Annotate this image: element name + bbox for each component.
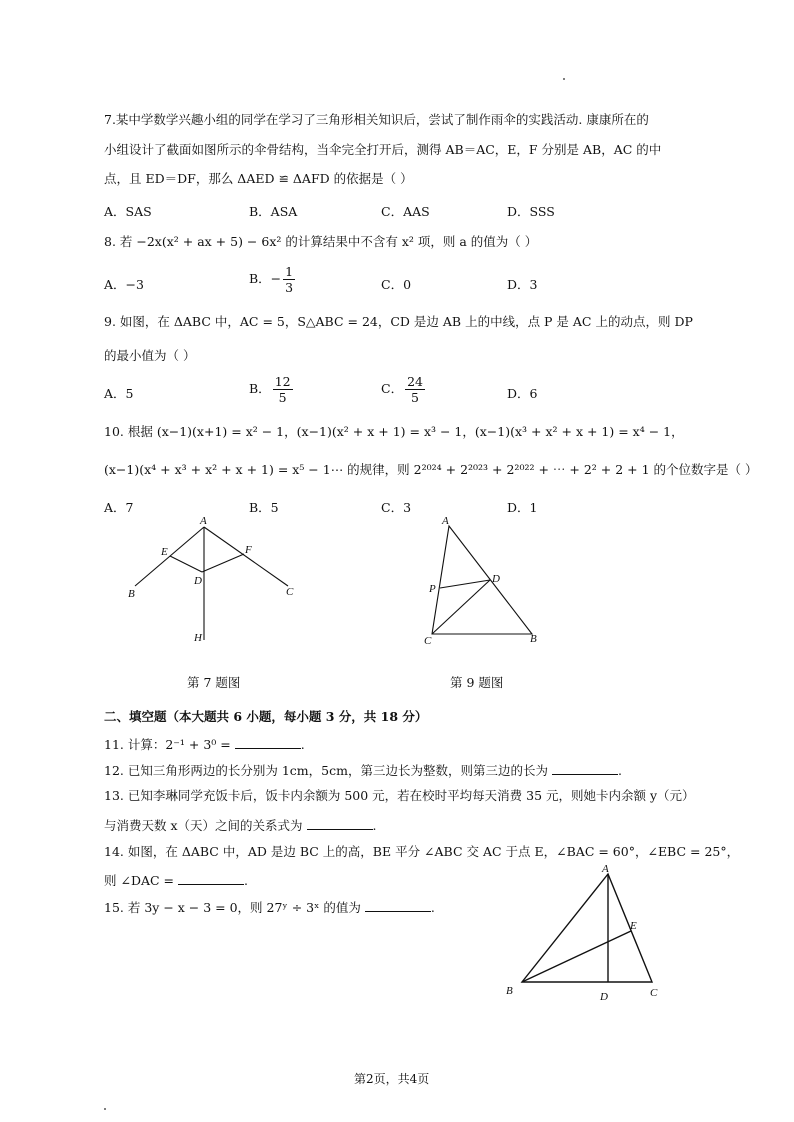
q15-answer-blank[interactable] — [365, 899, 431, 912]
q12-text: 12. 已知三角形两边的长分别为 1cm，5cm，第三边长为整数，则第三边的长为 — [104, 763, 548, 778]
q14-line-2 — [104, 872, 248, 889]
label-d: D — [600, 991, 608, 1003]
q15-period: . — [430, 900, 435, 915]
label-h: H — [194, 632, 202, 644]
q9-line-1: 9. 如图，在 ΔABC 中，AC = 5，S△ABC = 24，CD 是边 AB 上的中线，点 P 是 AC 上的动点，则 DP — [104, 314, 693, 329]
q7-option-d: D．SSS — [507, 204, 555, 219]
q9-option-c-prefix: C． — [381, 381, 404, 396]
q14-line-1: 14. 如图，在 ΔABC 中，AD 是边 BC 上的高，BE 平分 ∠ABC 交 AC 于点 E，∠BAC = 60°，∠EBC = 25°， — [104, 844, 740, 859]
q15-line — [104, 899, 435, 916]
q13-line-2 — [104, 817, 377, 834]
label-a: A — [200, 515, 207, 527]
label-c: C — [286, 586, 294, 598]
q9-option-c-fraction — [405, 374, 425, 405]
denominator: 5 — [278, 390, 287, 405]
q12-answer-blank[interactable] — [552, 762, 618, 775]
q13-line-1: 13. 已知李琳同学充饭卡后，饭卡内余额为 500 元，若在校时平均每天消费 35 元，则她卡内余额 y（元） — [104, 788, 695, 803]
section-2-heading: 二、填空题（本大题共 6 小题，每小题 3 分，共 18 分） — [104, 709, 428, 724]
q7-option-a: A．SAS — [104, 204, 152, 219]
q8-option-a: A．−3 — [104, 277, 144, 292]
label-d: D — [492, 573, 500, 585]
q15-text: 15. 若 3y − x − 3 = 0，则 27ʸ ÷ 3ˣ 的值为 — [104, 900, 361, 915]
q8-line-1: 8. 若 −2x(x² + ax + 5) − 6x² 的计算结果中不含有 x² 项，则 a 的值为（ ） — [104, 234, 538, 249]
scan-speck — [563, 78, 565, 80]
q9-option-c — [381, 374, 427, 405]
label-c: C — [424, 635, 432, 647]
segment-ac — [204, 527, 288, 586]
q9-option-b — [249, 374, 295, 405]
q14-text: 则 ∠DAC = — [104, 873, 175, 888]
page-footer: 第2页，共4页 — [354, 1072, 430, 1086]
q7-option-b: B．ASA — [249, 204, 298, 219]
numerator: 12 — [274, 374, 291, 389]
q7-line-2: 小组设计了截面如图所示的伞骨结构，当伞完全打开后，测得 AB＝AC，E，F 分别是 AB，AC 的中 — [104, 142, 662, 157]
q13-period: . — [372, 818, 377, 833]
q7-option-c: C．AAS — [381, 204, 430, 219]
q11-period: . — [300, 737, 305, 752]
figure-q14-triangle — [500, 858, 670, 1004]
triangle-abc — [432, 526, 532, 634]
figure-q9-triangle — [420, 512, 550, 647]
q9-option-b-prefix: B． — [249, 381, 271, 396]
figure-q7-caption: 第 7 题图 — [187, 675, 241, 690]
segment-be-bisector — [522, 931, 631, 982]
label-p: P — [429, 583, 436, 595]
label-c: C — [650, 987, 658, 999]
q9-option-d: D．6 — [507, 386, 538, 401]
q11-answer-blank[interactable] — [235, 736, 301, 749]
numerator: 1 — [285, 264, 294, 279]
figure-q9-caption: 第 9 题图 — [450, 675, 504, 690]
label-d: D — [194, 575, 202, 587]
denominator: 3 — [285, 280, 294, 295]
q7-line-1: 7.某中学数学兴趣小组的同学在学习了三角形相关知识后，尝试了制作雨伞的实践活动. 康康所在的 — [104, 112, 649, 127]
q9-option-b-fraction — [273, 374, 293, 405]
q14-answer-blank[interactable] — [178, 872, 244, 885]
label-b: B — [506, 985, 513, 997]
label-e: E — [630, 920, 637, 932]
numerator: 24 — [407, 374, 423, 389]
q10-line-1: 10. 根据 (x−1)(x+1) = x² − 1，(x−1)(x² + x + 1) = x³ − 1，(x−1)(x³ + x² + x + 1) = x⁴ − 1， — [104, 424, 684, 439]
q8-option-b-fraction — [283, 264, 295, 295]
q8-option-b — [249, 264, 297, 295]
label-b: B — [128, 588, 135, 600]
label-a: A — [602, 863, 609, 875]
q12-line — [104, 762, 622, 779]
q8-option-b-prefix: B．− — [249, 271, 282, 286]
q13-text: 与消费天数 x（天）之间的关系式为 — [104, 818, 303, 833]
q10-option-a: A．7 — [104, 500, 134, 515]
q8-option-d: D．3 — [507, 277, 538, 292]
figure-q7-umbrella — [120, 512, 310, 647]
q14-period: . — [244, 873, 248, 888]
q10-option-b: B．5 — [249, 500, 279, 515]
label-b: B — [530, 633, 537, 645]
label-a: A — [442, 515, 449, 527]
q10-option-c: C．3 — [381, 500, 412, 515]
q9-line-2: 的最小值为（ ） — [104, 348, 196, 363]
q7-line-3: 点，且 ED＝DF，那么 ΔAED ≌ ΔAFD 的依据是（ ） — [104, 171, 413, 186]
segment-fd — [202, 554, 244, 572]
q8-option-c: C．0 — [381, 277, 412, 292]
label-f: F — [245, 544, 252, 556]
denominator: 5 — [411, 390, 419, 405]
q11-text: 11. 计算：2⁻¹ + 3⁰ = — [104, 737, 231, 752]
q10-line-2: (x−1)(x⁴ + x³ + x² + x + 1) = x⁵ − 1⋯ 的规律，则 2²⁰²⁴ + 2²⁰²³ + 2²⁰²² + ⋯ + 2² + 2 + 1 的个位数字是（ ） — [104, 462, 758, 477]
q12-period: . — [617, 763, 622, 778]
q10-option-d: D．1 — [507, 500, 538, 515]
q11-line — [104, 736, 305, 753]
q9-option-a: A．5 — [104, 386, 134, 401]
label-e: E — [161, 546, 168, 558]
segment-ed — [170, 556, 202, 572]
q13-answer-blank[interactable] — [307, 817, 373, 830]
scan-speck — [104, 1108, 106, 1110]
